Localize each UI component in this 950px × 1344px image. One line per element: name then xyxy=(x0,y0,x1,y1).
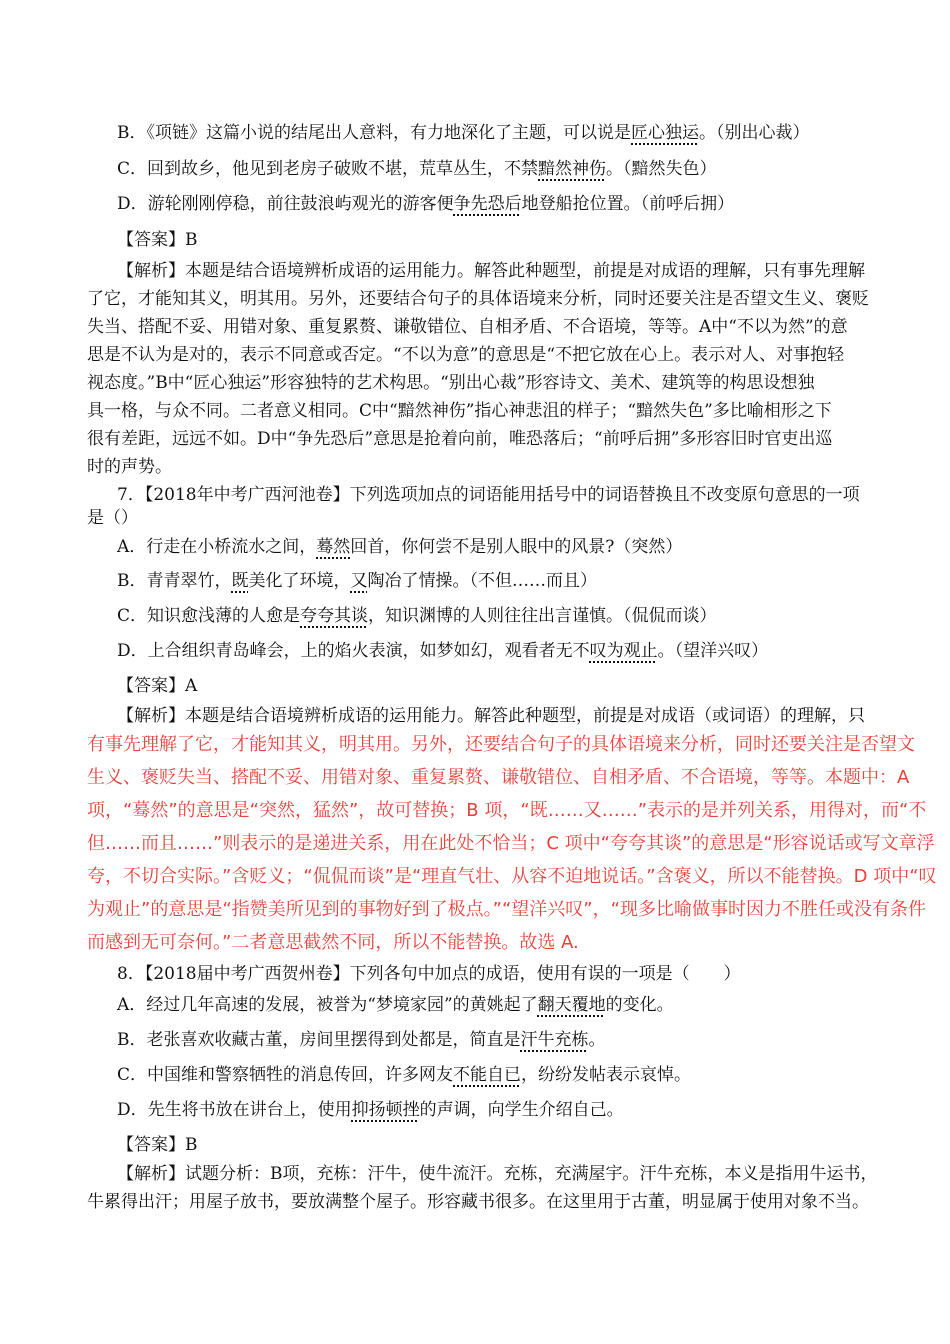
q7-option-c: C．知识愈浅薄的人愈是夸夸其谈，知识渊博的人则往往出言谨慎。（侃侃而谈） xyxy=(117,606,717,626)
q7-analysis-line: 【解析】本题是结合语境辨析成语的运用能力。解答此种题型，前提是对成语（或词语）的理解，只 xyxy=(117,706,865,726)
q6-analysis-line: 了它，才能知其义，明其用。另外，还要结合句子的具体语境来分析，同时还要关注是否望文生义、褒贬 xyxy=(87,289,869,309)
q8-option-a: A．经过几年高速的发展，被誉为“梦境家园”的黄姚起了翻天覆地的变化。 xyxy=(117,995,674,1015)
emphasized-idiom: 匠心独运 xyxy=(631,123,699,143)
emphasized-word: 既 xyxy=(231,571,249,591)
emphasized-idiom: 黯然神伤 xyxy=(538,159,607,179)
emphasized-word: 夸夸其谈 xyxy=(300,606,369,626)
q7-option-a: A．行走在小桥流水之间，蓦然回首，你何尝不是别人眼中的风景?（突然） xyxy=(117,537,683,557)
q7-analysis-red-line: 但……而且……”则表示的是递进关系，用在此处不恰当；C 项中“夸夸其谈”的意思是“形容说话或写文章浮 xyxy=(87,833,935,854)
q8-option-d: D．先生将书放在讲台上，使用抑扬顿挫的声调，向学生介绍自己。 xyxy=(117,1100,624,1120)
q6-answer: 【答案】B xyxy=(117,230,198,250)
q6-analysis-line: 很有差距，远远不如。D中“争先恐后”意思是抢着向前，唯恐落后；“前呼后拥”多形容旧时官吏出巡 xyxy=(87,429,833,449)
emphasized-idiom: 翻天覆地 xyxy=(537,995,606,1015)
q7-analysis-red-line: 为观止”的意思是“指赞美所见到的事物好到了极点。”“望洋兴叹”，“现多比喻做事时因力不胜任或没有条件 xyxy=(87,899,926,920)
emphasized-word: 叹为观止 xyxy=(589,641,658,661)
q8-analysis-line: 牛累得出汗；用屋子放书，要放满整个屋子。形容藏书很多。在这里用于古董，明显属于使用对象不当。 xyxy=(87,1192,869,1212)
q7-answer: 【答案】A xyxy=(117,676,198,696)
q7-analysis-red-line: 而感到无可奈何。”二者意思截然不同，所以不能替换。故选 A. xyxy=(87,932,579,953)
q7-stem-continued: 是（） xyxy=(87,508,138,528)
q8-option-b: B．老张喜欢收藏古董，房间里摆得到处都是，简直是汗牛充栋。 xyxy=(117,1030,606,1050)
q7-stem: 7．【2018年中考广西河池卷】下列选项加点的词语能用括号中的词语替换且不改变原句意思的一项 xyxy=(117,485,860,505)
q7-analysis-red-line: 生义、褒贬失当、搭配不妥、用错对象、重复累赘、谦敬错位、自相矛盾、不合语境，等等。本题中：A xyxy=(87,767,910,788)
q8-stem: 8．【2018届中考广西贺州卷】下列各句中加点的成语，使用有误的一项是（ ） xyxy=(117,964,741,984)
q6-option-d: D．游轮刚刚停稳，前往鼓浪屿观光的游客便争先恐后地登船抢位置。（前呼后拥） xyxy=(117,194,735,214)
emphasized-word: 蓦然 xyxy=(316,537,351,557)
q6-option-b: B．《项链》这篇小说的结尾出人意料，有力地深化了主题，可以说是匠心独运。（别出心裁） xyxy=(117,123,810,143)
q6-analysis-line: 时的声势。 xyxy=(87,457,172,477)
q8-option-c: C．中国维和警察牺牲的消息传回，许多网友不能自已，纷纷发帖表示哀悼。 xyxy=(117,1065,692,1085)
emphasized-idiom: 不能自已 xyxy=(453,1065,522,1085)
q7-analysis-red-line: 项，“蓦然”的意思是“突然，猛然”，故可替换；B 项，“既……又……”表示的是并列关系，用得对，而“不 xyxy=(87,800,927,821)
q6-analysis-line: 【解析】本题是结合语境辨析成语的运用能力。解答此种题型，前提是对成语的理解，只有事先理解 xyxy=(117,261,865,281)
q6-analysis-line: 视态度。”B中“匠心独运”形容独特的艺术构思。“别出心裁”形容诗文、美术、建筑等的构思设想独 xyxy=(87,373,815,393)
q8-analysis-line: 【解析】试题分析：B项，充栋：汗牛，使牛流汗。充栋，充满屋宇。汗牛充栋，本义是指用牛运书， xyxy=(117,1164,878,1184)
q7-option-d: D．上合组织青岛峰会，上的焰火表演，如梦如幻，观看者无不叹为观止。（望洋兴叹） xyxy=(117,641,769,661)
emphasized-idiom: 抑扬顿挫 xyxy=(351,1100,420,1120)
q7-analysis-red-line: 夸，不切合实际。”含贬义；“侃侃而谈”是“理直气壮、从容不迫地说话。”含褒义，所以不能替换。D 项中“叹 xyxy=(87,866,937,887)
q6-option-c: C．回到故乡，他见到老房子破败不堪，荒草丛生，不禁黯然神伤。（黯然失色） xyxy=(117,159,717,179)
q8-answer: 【答案】B xyxy=(117,1135,198,1155)
emphasized-idiom: 汗牛充栋 xyxy=(520,1030,589,1050)
emphasized-word: 又 xyxy=(350,571,368,591)
emphasized-idiom: 争先恐后 xyxy=(453,194,522,214)
q6-analysis-line: 失当、搭配不妥、用错对象、重复累赘、谦敬错位、自相矛盾、不合语境，等等。A中“不以为然”的意 xyxy=(87,317,848,337)
q6-analysis-line: 思是不认为是对的，表示不同意或否定。“不以为意”的意思是“不把它放在心上。表示对人、对事抱轻 xyxy=(87,345,845,365)
q7-option-b: B．青青翠竹，既美化了环境，又陶冶了情操。（不但……而且） xyxy=(117,571,597,591)
q6-analysis-line: 具一格，与众不同。二者意义相同。C中“黯然神伤”指心神悲沮的样子；“黯然失色”多比喻相形之下 xyxy=(87,401,832,421)
q7-analysis-red-line: 有事先理解了它，才能知其义，明其用。另外，还要结合句子的具体语境来分析，同时还要关注是否望文 xyxy=(87,734,915,755)
